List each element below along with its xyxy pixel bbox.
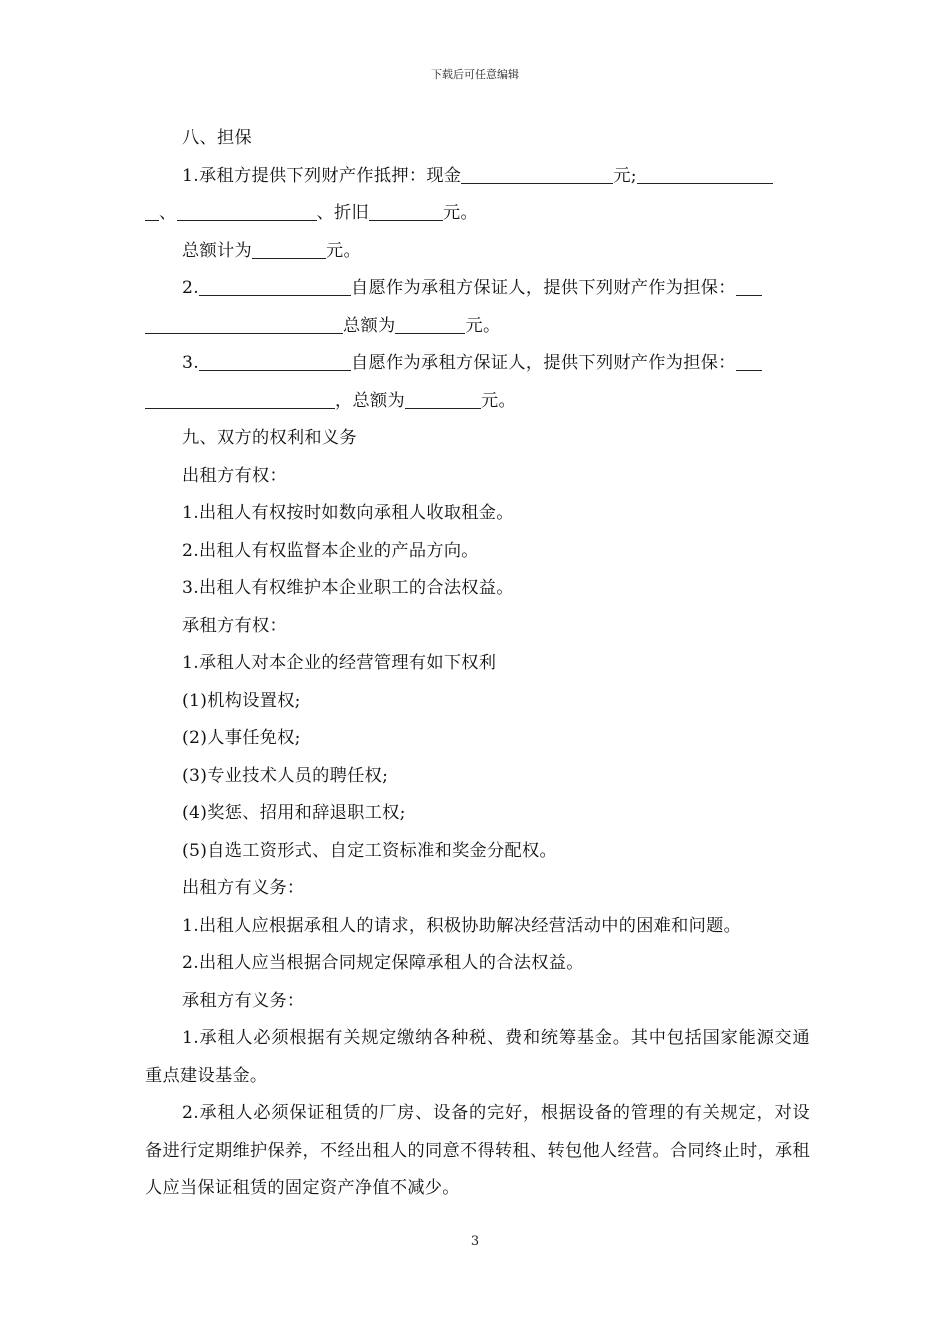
fill-blank bbox=[177, 200, 317, 221]
text-segment: ，总额为 bbox=[335, 390, 405, 411]
lessor-right-item: 2.出租人有权监督本企业的产品方向。 bbox=[182, 540, 479, 561]
fill-blank bbox=[395, 313, 465, 334]
section-8-item-3 bbox=[145, 345, 810, 383]
fill-blank bbox=[736, 275, 762, 296]
page-header: 下载后可任意编辑 bbox=[431, 68, 519, 81]
section-8-item-3-continued bbox=[145, 383, 810, 421]
text-segment: 总额为 bbox=[343, 315, 396, 336]
section-8-item-1-continued bbox=[145, 195, 810, 233]
fill-blank bbox=[145, 313, 343, 334]
lessee-right-item: (2)人事任免权; bbox=[182, 728, 301, 748]
text-segment: 总额计为 bbox=[182, 240, 252, 261]
lessee-rights-title: 承租方有权： bbox=[182, 615, 287, 636]
fill-blank bbox=[199, 275, 351, 296]
fill-blank bbox=[637, 163, 773, 184]
fill-blank bbox=[736, 350, 762, 371]
section-9-title: 九、双方的权利和义务 bbox=[182, 428, 357, 448]
lessor-right-item: 1.出租人有权按时如数向承租人收取租金。 bbox=[182, 503, 514, 523]
lessor-duties-title: 出租方有义务： bbox=[182, 878, 305, 898]
text-segment: 、折旧 bbox=[316, 203, 369, 223]
text-segment: 2. bbox=[182, 278, 199, 298]
text-segment: 元。 bbox=[480, 390, 516, 411]
lessee-right-item: (1)机构设置权; bbox=[182, 690, 301, 711]
text-segment: 1.承租方提供下列财产作抵押：现金 bbox=[182, 165, 462, 186]
section-8-item-1 bbox=[145, 158, 810, 196]
fill-blank bbox=[145, 388, 335, 409]
lessor-duty-item: 2.出租人应当根据合同规定保障承租人的合法权益。 bbox=[182, 953, 584, 973]
lessor-rights-title: 出租方有权： bbox=[182, 465, 287, 486]
section-8-item-2 bbox=[145, 270, 810, 308]
fill-blank bbox=[199, 350, 351, 371]
section-8-title: 八、担保 bbox=[182, 128, 252, 148]
fill-blank bbox=[461, 163, 613, 184]
text-segment: 自愿作为承租方保证人，提供下列财产作为担保： bbox=[351, 353, 736, 373]
text-segment: 、 bbox=[159, 203, 177, 223]
text-segment: 元。 bbox=[325, 240, 361, 261]
text-segment: 元。 bbox=[442, 203, 478, 223]
lessee-duties-title: 承租方有义务： bbox=[182, 990, 305, 1011]
lessee-duty-item: 1.承租人必须根据有关规定缴纳各种税、费和统筹基金。其中包括国家能源交通重点建设基金。 bbox=[145, 1028, 810, 1086]
section-8-item-2-continued bbox=[145, 308, 810, 346]
lessee-right-item: (5)自选工资形式、自定工资标准和奖金分配权。 bbox=[182, 840, 557, 861]
page-number: 3 bbox=[470, 1234, 480, 1249]
text-segment: 元。 bbox=[465, 315, 501, 336]
text-segment: 元; bbox=[613, 165, 637, 186]
lessor-duty-item: 1.出租人应根据承租人的请求，积极协助解决经营活动中的困难和问题。 bbox=[182, 915, 742, 936]
section-8-total bbox=[145, 233, 810, 271]
fill-blank bbox=[405, 388, 481, 409]
lessee-duty-item: 2.承租人必须保证租赁的厂房、设备的完好，根据设备的管理的有关规定，对设备进行定期维护保养，不经出租人的同意不得转租、转包他人经营。合同终止时，承租人应当保证租赁的固定资产净值不减少。 bbox=[145, 1103, 810, 1198]
lessor-right-item: 3.出租人有权维护本企业职工的合法权益。 bbox=[182, 578, 514, 598]
fill-blank bbox=[369, 200, 443, 221]
text-segment: 3. bbox=[182, 353, 199, 373]
lessee-right-item: (4)奖惩、招用和辞退职工权; bbox=[182, 803, 406, 823]
lessee-right-item: (3)专业技术人员的聘任权; bbox=[182, 765, 389, 786]
fill-blank bbox=[252, 238, 326, 259]
lessee-rights-intro: 1.承租人对本企业的经营管理有如下权利 bbox=[182, 653, 497, 673]
text-segment: 自愿作为承租方保证人，提供下列财产作为担保： bbox=[351, 278, 736, 298]
fill-blank bbox=[145, 200, 159, 221]
document-body bbox=[145, 120, 810, 1208]
